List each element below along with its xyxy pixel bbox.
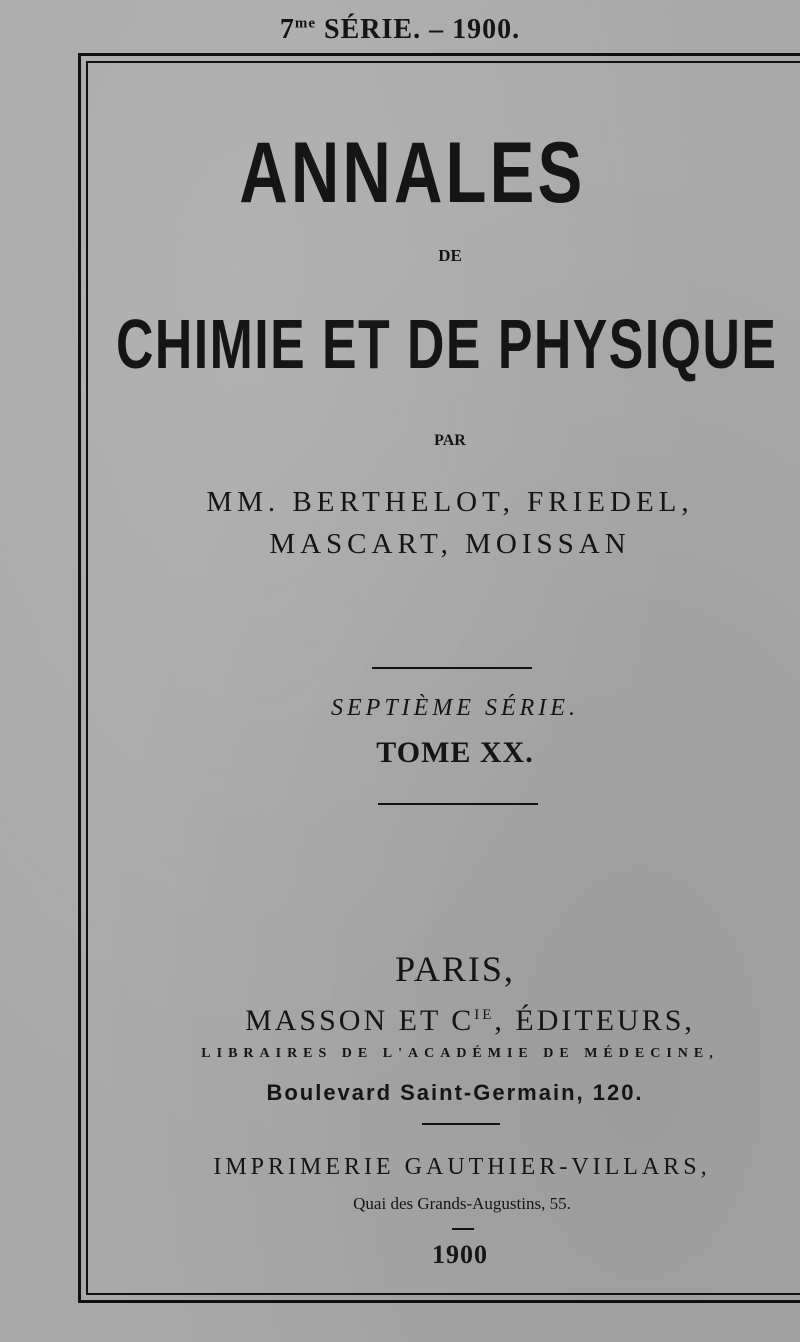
series-suffix: me [294, 15, 317, 32]
divider-rule-1 [372, 667, 532, 669]
divider-rule-2 [378, 803, 538, 805]
publisher-address: Boulevard Saint-Germain, 120. [266, 1080, 644, 1105]
journal-subtitle: CHIMIE ET DE PHYSIQUE [115, 305, 778, 383]
frame-bottom-rule-inner [86, 1293, 800, 1295]
publisher-name-superscript: IE [474, 1007, 495, 1023]
frame-top-rule-inner [86, 61, 800, 63]
divider-rule-4 [452, 1228, 474, 1230]
printer-address: Quai des Grands-Augustins, 55. [353, 1194, 571, 1213]
series-title: SEPTIÈME SÉRIE. [331, 695, 579, 721]
divider-rule-3 [422, 1123, 500, 1125]
authors-by-label: PAR [434, 432, 466, 449]
publication-year: 1900 [432, 1240, 488, 1269]
publisher-name [70, 1004, 800, 1038]
series-header [0, 14, 800, 46]
volume-number: TOME XX. [376, 736, 534, 769]
printer-name: IMPRIMERIE GAUTHIER-VILLARS, [213, 1154, 711, 1180]
publisher-name-start: MASSON ET C [245, 1004, 475, 1037]
series-label: SÉRIE. – 1900. [324, 14, 521, 45]
series-number: 7 [279, 14, 295, 45]
title-connector: DE [438, 246, 462, 265]
publisher-city: PARIS, [395, 949, 515, 989]
frame-top-rule [78, 53, 800, 56]
frame-left-rule [78, 53, 81, 1303]
authors-line-1: MM. BERTHELOT, FRIEDEL, [206, 486, 694, 518]
publisher-name-end: , ÉDITEURS, [494, 1004, 695, 1037]
journal-title: ANNALES [239, 125, 586, 221]
authors-line-2: MASCART, MOISSAN [269, 528, 631, 560]
frame-bottom-rule [78, 1300, 800, 1303]
publisher-affiliation: LIBRAIRES DE L'ACADÉMIE DE MÉDECINE, [201, 1046, 719, 1061]
